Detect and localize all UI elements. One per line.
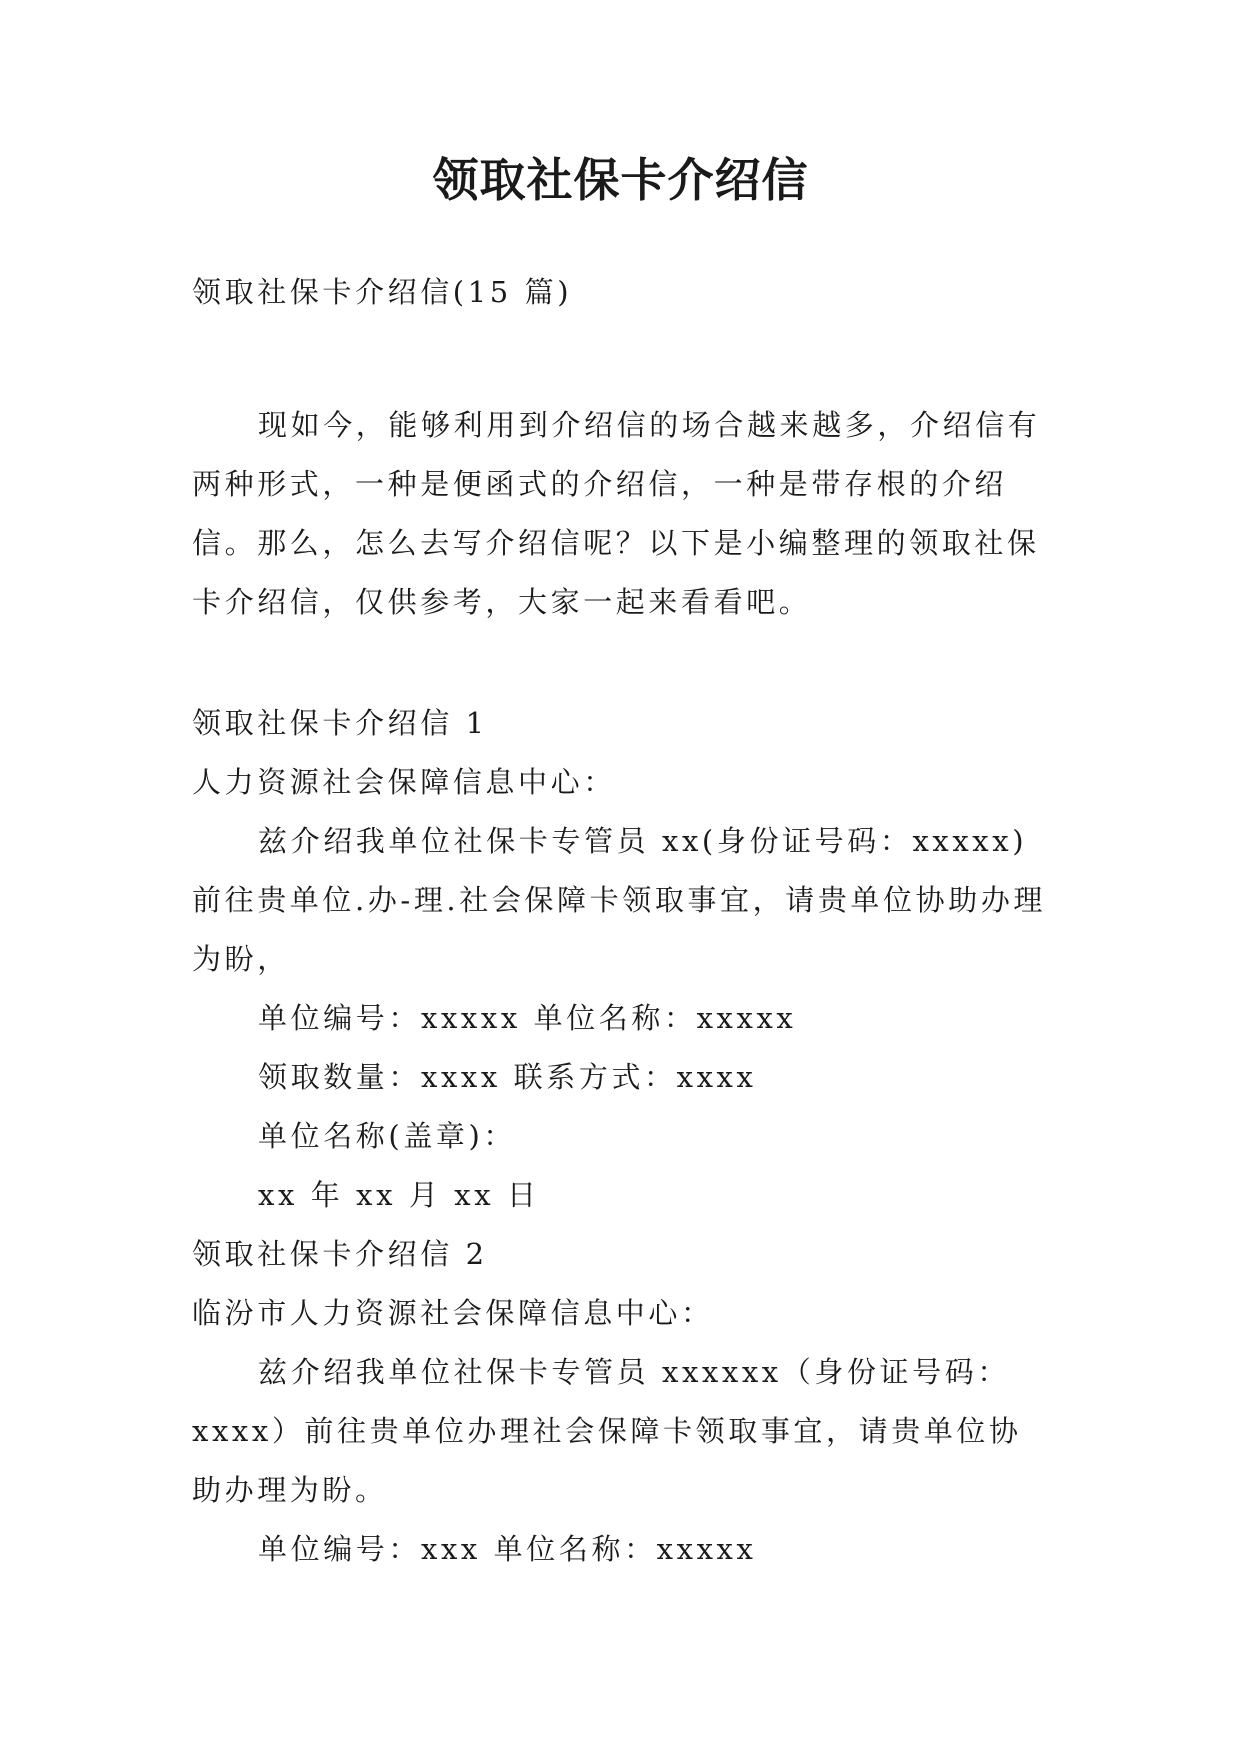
letter-1 — [192, 694, 1050, 1579]
letter-1-date-line: xx 年 xx 月 xx 日 — [258, 1178, 540, 1212]
subtitle-block — [192, 263, 1050, 322]
document-title: 领取社保卡介绍信 — [432, 153, 809, 207]
letter-2-heading: 领取社保卡介绍信 2 — [192, 1237, 488, 1271]
letter-1-seal-line: 单位名称(盖章)： — [258, 1119, 517, 1153]
letter-2-recipient: 临汾市人力资源社会保障信息中心： — [192, 1296, 714, 1330]
intro-paragraph: 现如今，能够利用到介绍信的场合越来越多，介绍信有两种形式，一种是便函式的介绍信，一种是带存根的介绍信。那么，怎么去写介绍信呢？以下是小编整理的领取社保卡介绍信，仅供参考，大家一起来看看吧。 — [192, 408, 1041, 619]
letter-2-body: 兹介绍我单位社保卡专管员 xxxxxx（身份证号码：xxxx）前往贵单位办理社会保障卡领取事宜，请贵单位协助办理为盼。 — [192, 1355, 1022, 1507]
letter-2-unit-line: 单位编号：xxx 单位名称：xxxxx — [258, 1532, 757, 1566]
document-subtitle: 领取社保卡介绍信(15 篇) — [192, 275, 573, 309]
letter-1-unit-line: 单位编号：xxxxx 单位名称：xxxxx — [258, 1001, 797, 1035]
letter-1-recipient: 人力资源社会保障信息中心： — [192, 765, 616, 799]
letter-1-heading: 领取社保卡介绍信 1 — [192, 706, 488, 740]
letter-1-body: 兹介绍我单位社保卡专管员 xx(身份证号码：xxxxx)前往贵单位.办-理.社会保障卡领取事宜，请贵单位协助办理为盼， — [192, 824, 1047, 976]
letter-1-quantity-line: 领取数量：xxxx 联系方式：xxxx — [258, 1060, 757, 1094]
intro-block — [192, 396, 1050, 632]
